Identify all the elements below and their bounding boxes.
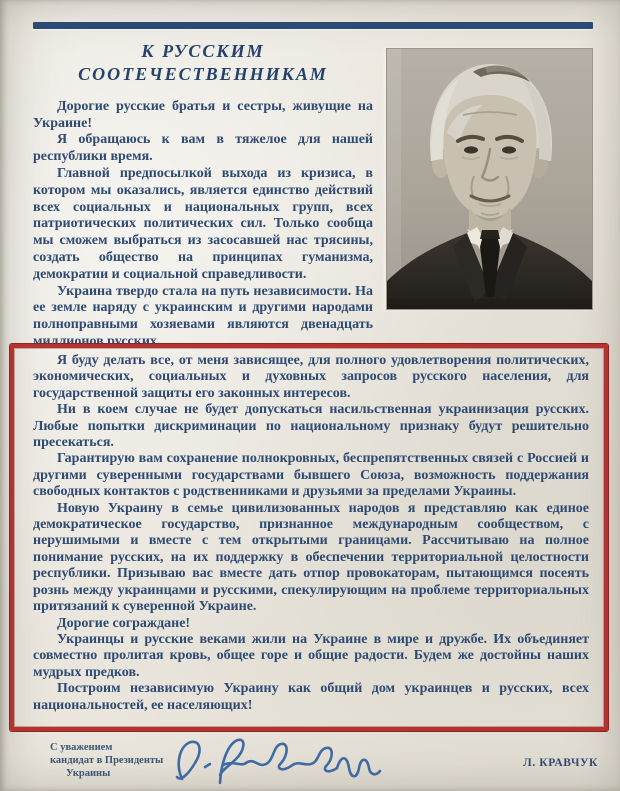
closing-line: С уважением (50, 742, 113, 753)
paragraph: Я обращаюсь к вам в тяжелое для нашей республики время. (33, 132, 373, 165)
main-content (33, 38, 593, 351)
signature-ink (160, 733, 405, 791)
highlight-paragraph: Ни в коем случае не будет допускаться насильственная украинизация русских. Любые попытки дискриминации по национальному признаку будут решительно пресекаться. (33, 402, 589, 451)
highlight-paragraph: Гарантирую вам сохранение полнокровных, беспрепятственных связей с Россией и другими суверенными государствами бывшего Союза, возможность поддержания свободных контактов с родственниками и друзьями за пределами Украины. (33, 451, 589, 500)
paragraph: Украина твердо стала на путь независимости. На ее земле наряду с украинским и другими народами полноправными хозяевами являются двенадцать миллионов русских. (33, 283, 373, 349)
highlight-paragraph: Новую Украину в семье цивилизованных народов я представляю как единое демократическое государство, признанное международным сообществом, с нерушимыми и вместе с тем открытыми границами. Рассчитываю на полное понимание русских, на их поддержку в обеспечении территориальной целостности республики. Призываю вас вместе дать отпор провокаторам, пытающимся посеять рознь между украинцами и русскими, спекулирующим на проблеме территориальных притязаний к суверенной Украине. (33, 500, 589, 615)
top-rule-divider (33, 22, 593, 29)
closing-line: Украины (66, 768, 111, 779)
highlight-box (10, 344, 608, 731)
closing-line: кандидат в Президенты (50, 755, 164, 766)
highlight-paragraph: Украинцы и русские веками жили на Украине в мире и дружбе. Их объединяет совместно пролитая кровь, общее горе и общие радости. Будем же достойны наших мудрых предков. (33, 631, 589, 680)
highlight-paragraph: Я буду делать все, от меня зависящее, для полного удовлетворения политических, экономических, социальных и духовных запросов русского населения, для государственной защиты его законных интересов. (33, 353, 589, 401)
page-title-line1: К РУССКИМ (141, 41, 265, 61)
closing-block (50, 741, 163, 780)
paragraph: Дорогие русские братья и сестры, живущие на Украине! (33, 98, 373, 131)
paragraph: Главной предпосылкой выхода из кризиса, в котором мы оказались, является единство действий всех социальных и национальных групп, всех патриотических политических сил. Только сообща мы сможем выбраться из засосавшей нас трясины, создать общество на принципах гуманизма, демократии и социальной справедливости. (33, 165, 373, 282)
handwritten-signature (160, 733, 405, 791)
printed-name: Л. КРАВЧУК (523, 757, 598, 769)
portrait-illustration (387, 49, 592, 309)
portrait-photo (386, 48, 593, 310)
highlight-paragraph: Построим независимую Украину как общий дом украинцев и русских, всех национальностей, ее населяющих! (33, 681, 589, 713)
page-title-line2: СООТЕЧЕСТВЕННИКАМ (78, 64, 328, 85)
highlight-paragraph: Дорогие сограждане! (57, 615, 191, 631)
